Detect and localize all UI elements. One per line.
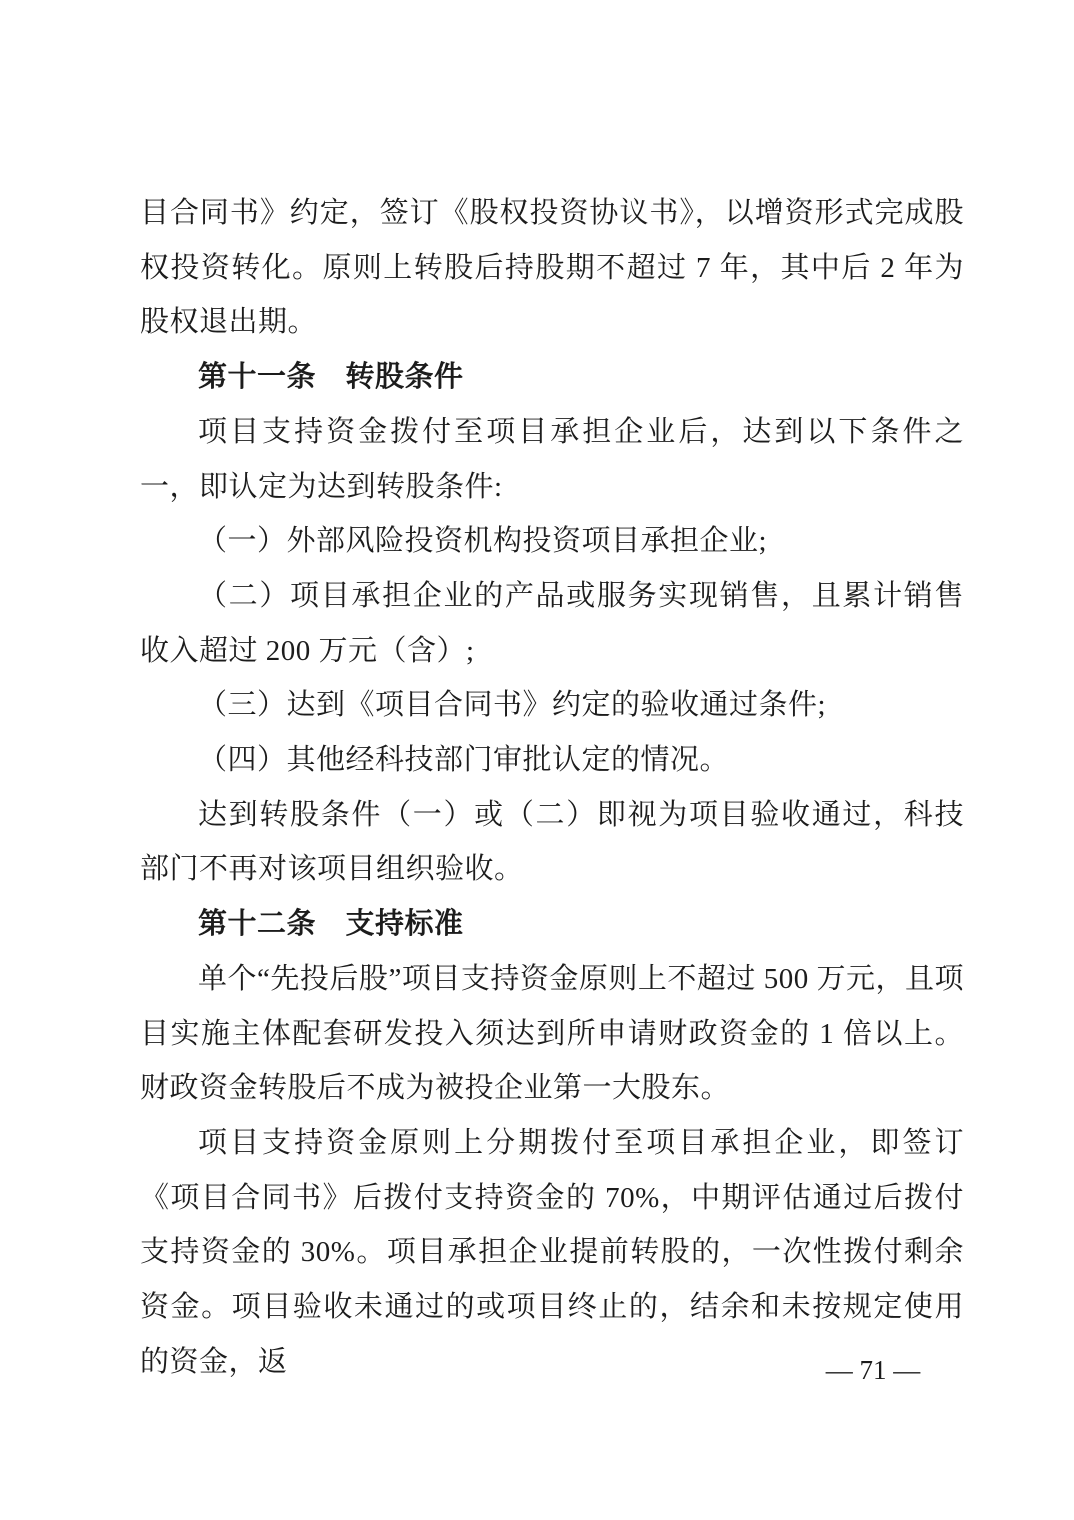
paragraph: 达到转股条件（一）或（二）即视为项目验收通过，科技部门不再对该项目组织验收。 bbox=[140, 798, 964, 886]
list-item-3: （三）达到《项目合同书》约定的验收通过条件; bbox=[198, 689, 827, 722]
list-item-4: （四）其他经科技部门审批认定的情况。 bbox=[198, 744, 730, 777]
paragraph-continuation: 目合同书》约定，签订《股权投资协议书》，以增资形式完成股权投资转化。原则上转股后持股期不超过 7 年，其中后 2 年为股权退出期。 bbox=[140, 197, 964, 339]
paragraph: 项目支持资金拨付至项目承担企业后，达到以下条件之一，即认定为达到转股条件: bbox=[140, 415, 964, 503]
list-item-1: （一）外部风险投资机构投资项目承担企业; bbox=[198, 525, 768, 558]
paragraph: 单个“先投后股”项目支持资金原则上不超过 500 万元，且项目实施主体配套研发投入须达到所申请财政资金的 1 倍以上。财政资金转股后不成为被投企业第一大股东。 bbox=[140, 962, 964, 1105]
article-11-heading: 第十一条 转股条件 bbox=[198, 361, 464, 394]
page-body-text bbox=[140, 186, 964, 1389]
paragraph: 项目支持资金原则上分期拨付至项目承担企业，即签订《项目合同书》后拨付支持资金的 70%，中期评估通过后拨付支持资金的 30%。项目承担企业提前转股的，一次性拨付剩余资金。项目验收未通过的或项目终止的，结余和未按规定使用的资金，返 bbox=[140, 1126, 964, 1378]
page-number: — 71 — bbox=[825, 1355, 921, 1385]
list-item-2: （二）项目承担企业的产品或服务实现销售，且累计销售收入超过 200 万元（含）; bbox=[140, 579, 964, 667]
article-12-heading: 第十二条 支持标准 bbox=[198, 908, 464, 941]
